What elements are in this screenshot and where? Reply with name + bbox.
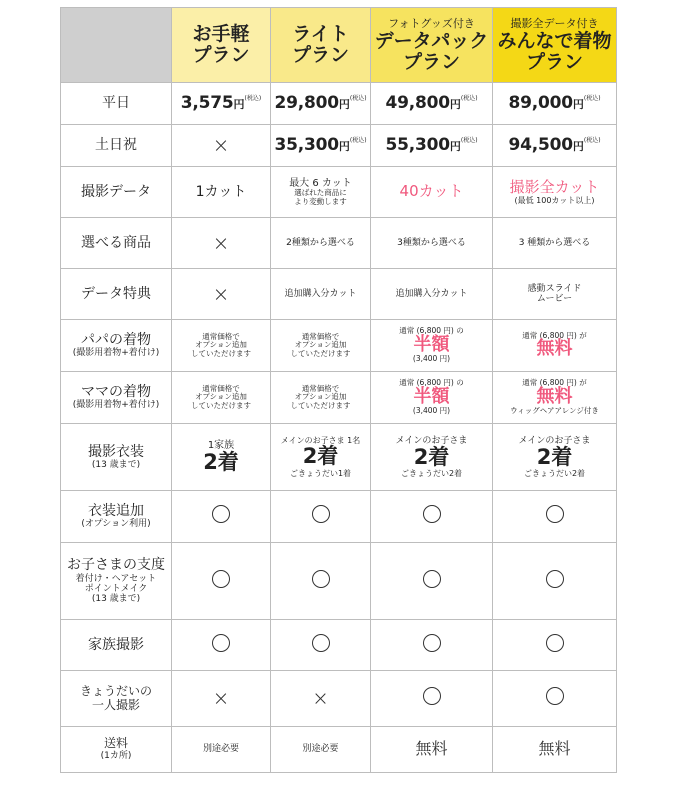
row-label	[61, 320, 172, 372]
available-cell	[371, 671, 493, 727]
cell	[172, 727, 271, 773]
plan-header-datapack	[371, 8, 493, 83]
discount-badge: 半額	[413, 334, 450, 356]
plan-header-row	[61, 8, 617, 83]
cell	[371, 727, 493, 773]
costume-count: 2着	[302, 444, 339, 469]
cell-text: ムービー	[536, 294, 573, 304]
row-label	[61, 83, 172, 125]
plan-name: ライト	[292, 23, 349, 46]
price-cell	[172, 83, 271, 125]
yen-unit: 円	[449, 97, 461, 111]
cell	[271, 372, 371, 424]
papa-kimono-row	[61, 320, 617, 372]
row-label-text: 衣装追加	[88, 503, 144, 520]
plan-name: データパック	[374, 30, 489, 53]
cell	[371, 269, 493, 320]
discount-badge: 半額	[413, 386, 450, 408]
cell	[271, 424, 371, 491]
plan-name-suffix: プラン	[192, 44, 250, 66]
yen-unit: 円	[338, 97, 350, 111]
cell	[493, 320, 617, 372]
price-value: 55,300	[385, 134, 450, 155]
child-prep-row	[61, 543, 617, 620]
row-label-text: きょうだいの	[79, 683, 152, 698]
cell	[493, 269, 617, 320]
row-sublabel: (撮影用着物+着付け)	[72, 348, 160, 359]
plan-name-suffix: プラン	[525, 50, 583, 73]
price-value: 35,300	[274, 134, 339, 155]
costume-note: メインのお子さま	[518, 435, 591, 446]
available-cell	[172, 543, 271, 620]
plan-header-minna	[493, 8, 617, 83]
family-photo-row	[61, 620, 617, 671]
circle-icon	[423, 687, 441, 705]
plan-name: お手軽	[192, 23, 250, 46]
bonus-row	[61, 269, 617, 320]
row-label-text: 平日	[102, 95, 130, 112]
row-label	[61, 671, 172, 727]
row-label	[61, 424, 172, 491]
cross-icon: ×	[212, 281, 230, 306]
row-label	[61, 125, 172, 167]
price-cell	[493, 125, 617, 167]
regular-price-note: 通常 (6,800 円) が	[522, 378, 587, 388]
costume-note: メインのお子さま 1名	[280, 436, 361, 446]
plan-name-suffix: プラン	[291, 44, 349, 66]
option-note: 通常価格で	[202, 383, 240, 393]
available-cell	[371, 543, 493, 620]
plan-name: みんなで着物	[497, 30, 612, 53]
cell	[172, 320, 271, 372]
unavailable-cell	[172, 125, 271, 167]
cross-icon: ×	[212, 686, 230, 710]
free-badge: 無料	[536, 386, 573, 408]
cell	[493, 167, 617, 218]
add-costume-row	[61, 491, 617, 543]
photo-data-row	[61, 167, 617, 218]
tax-note: (税込)	[460, 94, 478, 102]
available-cell	[271, 491, 371, 543]
row-label	[61, 269, 172, 320]
costume-note: 1家族	[207, 439, 235, 451]
available-cell	[371, 491, 493, 543]
costume-count: 2着	[203, 450, 239, 475]
row-sublabel: (オプション利用)	[81, 519, 151, 530]
cell	[371, 424, 493, 491]
row-sublabel: (1カ所)	[100, 751, 132, 762]
cut-note: (最低 100カット以上)	[514, 196, 595, 206]
cell	[172, 424, 271, 491]
row-label-text: お子さまの支度	[67, 557, 165, 574]
sibling-note: ごきょうだい1着	[289, 468, 352, 478]
price-value: 3,575	[180, 92, 234, 113]
option-note: 通常価格で	[301, 383, 340, 393]
tax-note: (税込)	[349, 94, 367, 102]
available-cell	[271, 620, 371, 671]
option-note: していただけます	[290, 400, 351, 410]
circle-icon	[212, 570, 230, 588]
unavailable-cell	[271, 671, 371, 727]
costume-count: 2着	[413, 445, 450, 470]
cell	[172, 372, 271, 424]
circle-icon	[312, 505, 330, 523]
cut-count: 最大 6 カット	[289, 177, 352, 189]
tax-note: (税込)	[349, 136, 367, 144]
unavailable-cell	[172, 218, 271, 269]
price-value: 29,800	[274, 92, 339, 113]
tax-note: (税込)	[583, 136, 601, 144]
mama-kimono-row	[61, 372, 617, 424]
costume-count: 2着	[536, 445, 573, 470]
regular-price-note: 通常 (6,800 円) の	[399, 378, 464, 388]
cut-note: 選ばれた商品に	[294, 188, 347, 198]
sibling-note: ごきょうだい2着	[523, 469, 586, 479]
row-sublabel: (13 歳まで)	[91, 594, 141, 605]
shipping-free: 無料	[415, 739, 448, 759]
yen-unit: 円	[449, 139, 461, 153]
row-label-text: データ特典	[81, 285, 151, 302]
row-label-text: ママの着物	[81, 384, 151, 401]
row-sublabel: 着付け・ヘアセット	[75, 573, 157, 584]
tax-note: (税込)	[244, 94, 262, 102]
corner-cell	[61, 8, 172, 83]
cell	[371, 372, 493, 424]
circle-icon	[546, 505, 564, 523]
costume-note: メインのお子さま	[395, 435, 468, 446]
regular-price-note: 通常 (6,800 円) の	[399, 326, 464, 336]
cell-text: 追加購入分カット	[395, 288, 468, 299]
cell	[172, 167, 271, 218]
yen-unit: 円	[338, 139, 350, 153]
price-cell	[371, 83, 493, 125]
option-note: オプション追加	[294, 392, 347, 402]
option-note: 通常価格で	[301, 331, 340, 341]
row-sublabel: ポイントメイク	[84, 583, 148, 594]
cut-count: 撮影全カット	[509, 177, 600, 196]
available-cell	[493, 620, 617, 671]
unavailable-cell	[172, 269, 271, 320]
row-sublabel: (撮影用着物+着付け)	[72, 400, 160, 411]
plan-name-suffix: プラン	[402, 50, 460, 73]
tax-note: (税込)	[460, 136, 478, 144]
cut-count: 1カット	[195, 183, 247, 200]
shipping-row	[61, 727, 617, 773]
cell	[271, 218, 371, 269]
row-label-text: 撮影衣装	[88, 443, 144, 460]
available-cell	[371, 620, 493, 671]
price-value: 49,800	[385, 92, 450, 113]
products-row	[61, 218, 617, 269]
discount-price: (3,400 円)	[412, 353, 451, 363]
option-note: オプション追加	[294, 340, 347, 350]
row-label	[61, 218, 172, 269]
option-note: 通常価格で	[202, 331, 240, 341]
row-label-text: 送料	[103, 736, 128, 751]
circle-icon	[423, 570, 441, 588]
option-note: していただけます	[290, 348, 351, 358]
cell	[493, 218, 617, 269]
cell	[493, 424, 617, 491]
cell	[371, 167, 493, 218]
circle-icon	[546, 634, 564, 652]
option-note: していただけます	[191, 348, 251, 358]
row-label	[61, 727, 172, 773]
shipping-note: 別途必要	[202, 744, 239, 755]
cross-icon: ×	[212, 230, 230, 255]
sibling-note: ごきょうだい2着	[400, 469, 463, 479]
yen-unit: 円	[572, 139, 584, 153]
cross-icon: ×	[312, 686, 329, 710]
weekend-row	[61, 125, 617, 167]
cell-text: 3種類から選べる	[397, 237, 466, 248]
row-label-text: 選べる商品	[81, 234, 151, 251]
available-cell	[172, 491, 271, 543]
cell	[371, 320, 493, 372]
available-cell	[493, 543, 617, 620]
weekday-row	[61, 83, 617, 125]
available-cell	[172, 620, 271, 671]
siblings-photo-row	[61, 671, 617, 727]
costume-row	[61, 424, 617, 491]
free-badge: 無料	[536, 338, 573, 360]
option-note: オプション追加	[195, 392, 247, 402]
row-label-text: 一人撮影	[91, 697, 140, 712]
cell	[271, 269, 371, 320]
cell-text: 3 種類から選べる	[518, 237, 591, 248]
wig-note: ウィッグヘアアレンジ付き	[510, 405, 599, 415]
circle-icon	[212, 634, 230, 652]
row-label	[61, 167, 172, 218]
cell	[271, 167, 371, 218]
available-cell	[271, 543, 371, 620]
row-label-text: 家族撮影	[88, 636, 144, 653]
cross-icon: ×	[212, 133, 230, 157]
row-label	[61, 620, 172, 671]
unavailable-cell	[172, 671, 271, 727]
price-cell	[493, 83, 617, 125]
option-note: オプション追加	[195, 340, 247, 350]
circle-icon	[546, 570, 564, 588]
plan-header-otegaru	[172, 8, 271, 83]
row-label-text: 土日祝	[95, 137, 137, 154]
cell	[493, 372, 617, 424]
discount-price: (3,400 円)	[412, 405, 451, 415]
cut-count: 40カット	[399, 182, 464, 201]
cell-text: 感動スライド	[527, 283, 582, 294]
price-cell	[271, 125, 371, 167]
shipping-note: 別途必要	[302, 744, 339, 755]
circle-icon	[423, 634, 441, 652]
plan-comparison-table	[60, 7, 617, 773]
shipping-free: 無料	[538, 739, 571, 759]
price-cell	[371, 125, 493, 167]
circle-icon	[312, 570, 330, 588]
plan-tag: フォトグッズ付き	[388, 16, 475, 30]
row-label	[61, 543, 172, 620]
price-value: 89,000	[508, 92, 573, 113]
circle-icon	[312, 634, 330, 652]
cell	[493, 727, 617, 773]
cell-text: 2種類から選べる	[286, 237, 355, 248]
yen-unit: 円	[572, 97, 584, 111]
cell	[271, 320, 371, 372]
available-cell	[493, 671, 617, 727]
price-value: 94,500	[508, 134, 573, 155]
circle-icon	[423, 505, 441, 523]
row-sublabel: (13 歳まで)	[91, 459, 141, 470]
tax-note: (税込)	[583, 94, 601, 102]
row-label-text: パパの着物	[81, 332, 151, 349]
cell	[271, 727, 371, 773]
circle-icon	[212, 505, 230, 523]
option-note: していただけます	[191, 400, 251, 410]
circle-icon	[546, 687, 564, 705]
plan-header-light	[271, 8, 371, 83]
price-cell	[271, 83, 371, 125]
row-label	[61, 372, 172, 424]
row-label	[61, 491, 172, 543]
cell	[371, 218, 493, 269]
regular-price-note: 通常 (6,800 円) が	[522, 330, 587, 340]
yen-unit: 円	[233, 97, 245, 111]
row-label-text: 撮影データ	[81, 183, 151, 200]
plan-tag: 撮影全データ付き	[510, 16, 599, 30]
available-cell	[493, 491, 617, 543]
cell-text: 追加購入分カット	[284, 288, 357, 299]
cut-note: より変動します	[294, 196, 347, 206]
